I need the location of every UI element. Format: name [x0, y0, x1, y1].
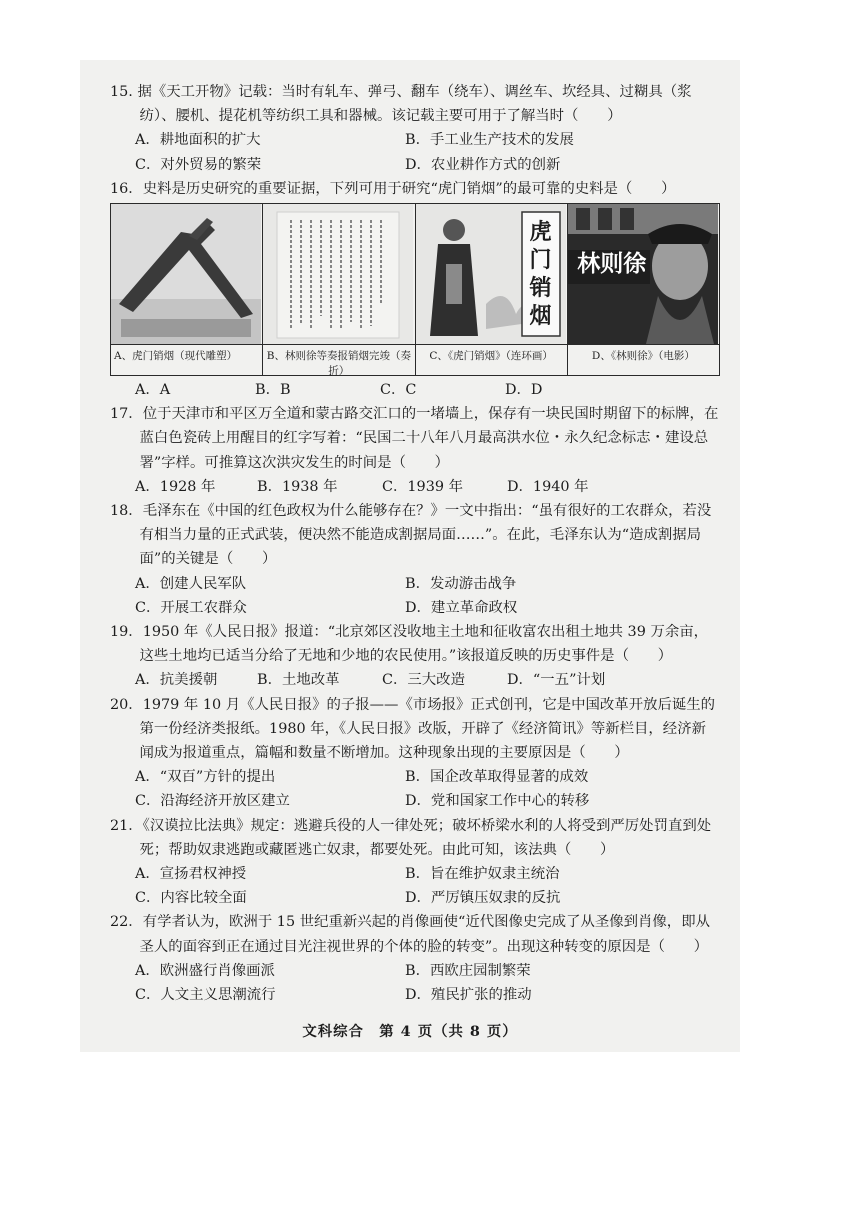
options	[110, 128, 720, 176]
option-b: B．手工业生产技术的发展	[405, 132, 574, 149]
option-b: B．西欧庄园制繁荣	[405, 962, 531, 979]
question-15	[110, 80, 720, 177]
options	[110, 668, 720, 692]
option-c: C．1939 年	[382, 478, 463, 495]
option-d: D．严厉镇压奴隶的反抗	[405, 890, 561, 907]
cell-a	[111, 204, 263, 376]
question-19	[110, 620, 720, 693]
film-title-text: 林则徐	[577, 251, 647, 278]
option-c: C．沿海经济开放区建立	[135, 793, 290, 810]
option-a: A．抗美援朝	[135, 672, 218, 689]
option-a: A．1928 年	[135, 478, 216, 495]
option-d: D．党和国家工作中心的转移	[405, 793, 590, 810]
option-a: A．宣扬君权神授	[135, 866, 247, 883]
option-c: C．C	[380, 382, 417, 399]
options	[110, 475, 720, 499]
option-a: A．耕地面积的扩大	[135, 132, 261, 149]
caption-a: A、虎门销烟（现代雕塑）	[111, 344, 262, 375]
question-21	[110, 814, 720, 911]
question-stem: 22．有学者认为，欧洲于 15 世纪重新兴起的肖像画使“近代图像史完成了从圣像到肖像，即从圣人的面容到正在通过目光注视世界的个体的脸的转变”。出现这种转变的原因是（ ）	[110, 914, 710, 955]
question-stem: 17．位于天津市和平区万全道和蒙古路交汇口的一堵墙上，保存有一块民国时期留下的标牌，在蓝白色瓷砖上用醒目的红字写着：“民国二十八年八月最高洪水位・永久纪念标志・建设总署”字样。可推算这次洪灾发生的时间是（ ）	[110, 406, 719, 471]
option-d: D．农业耕作方式的创新	[405, 156, 561, 173]
options	[110, 378, 720, 402]
option-b: B．土地改革	[257, 672, 340, 689]
question-stem: 21．《汉谟拉比法典》规定：逃避兵役的人一律处死；破坏桥梁水利的人将受到严厉处罚直到处死；帮助奴隶逃跑或藏匿逃亡奴隶，都要处死。由此可知，该法典（ ）	[110, 817, 712, 858]
option-c: C．对外贸易的繁荣	[135, 156, 262, 173]
option-b: B．国企改革取得显著的成效	[405, 769, 589, 786]
cell-c	[415, 204, 567, 376]
option-d: D．D	[505, 382, 543, 399]
option-b: B．旨在维护奴隶主统治	[405, 866, 560, 883]
question-area	[110, 80, 720, 1007]
option-a: A．“双百”方针的提出	[135, 769, 276, 786]
caption-d: D、《林则徐》（电影）	[568, 344, 719, 375]
option-c: C．开展工农群众	[135, 599, 247, 616]
exam-page	[80, 60, 740, 1052]
question-17	[110, 402, 720, 499]
option-d: D．殖民扩张的推动	[405, 987, 532, 1004]
comic-image	[416, 204, 567, 344]
sculpture-image	[111, 204, 262, 344]
options	[110, 862, 720, 910]
source-image-table	[110, 203, 720, 376]
question-stem: 18．毛泽东在《中国的红色政权为什么能够存在？》一文中指出：“虽有很好的工农群众，若没有相当力量的正式武装，便决然不能造成割据局面……”。在此，毛泽东认为“造成割据局面”的关键是（ ）	[110, 503, 712, 568]
caption-c: C、《虎门销烟》（连环画）	[416, 344, 567, 375]
option-a: A．A	[135, 382, 171, 399]
question-16	[110, 177, 720, 402]
caption-b: B、林则徐等奏报销烟完竣（奏折）	[263, 344, 414, 375]
option-b: B．发动游击战争	[405, 575, 517, 592]
question-stem: 15. 据《天工开物》记载：当时有轧车、弹弓、翻车（绕车）、调丝车、坎经具、过糊具（浆纺）、腰机、提花机等纺织工具和器械。该记载主要可用于了解当时（ ）	[110, 84, 692, 125]
memorial-document-image	[263, 204, 414, 344]
option-d: D．建立革命政权	[405, 599, 518, 616]
cell-d	[567, 204, 719, 376]
option-c: C．三大改造	[382, 672, 465, 689]
comic-title-text: 虎门销烟	[529, 219, 552, 330]
options	[110, 765, 720, 813]
page-footer: 文科综合 第 4 页（共 8 页）	[302, 1023, 518, 1040]
options	[110, 572, 720, 620]
question-20	[110, 693, 720, 814]
option-a: A．创建人民军队	[135, 575, 247, 592]
option-c: C．内容比较全面	[135, 890, 247, 907]
option-d: D．“一五”计划	[507, 672, 606, 689]
question-22	[110, 910, 720, 1007]
question-stem: 20．1979 年 10 月《人民日报》的子报——《市场报》正式创刊，它是中国改革开放后诞生的第一份经济类报纸。1980 年，《人民日报》改版，开辟了《经济简讯》等新栏目，经济新闻成为报道重点，篇幅和数量不断增加。这种现象出现的主要原因是（ ）	[110, 696, 716, 762]
cell-b	[263, 204, 415, 376]
question-stem: 16．史料是历史研究的重要证据，下列可用于研究“虎门销烟”的最可靠的史料是（ ）	[110, 180, 676, 197]
option-d: D．1940 年	[507, 478, 589, 495]
question-stem: 19．1950 年《人民日报》报道：“北京郊区没收地主土地和征收富农出租土地共 39 万余亩，这些土地均已适当分给了无地和少地的农民使用。”该报道反映的历史事件是（ ）	[110, 624, 709, 665]
film-poster-image	[568, 204, 719, 344]
option-c: C．人文主义思潮流行	[135, 987, 276, 1004]
option-b: B．1938 年	[257, 478, 338, 495]
question-18	[110, 499, 720, 620]
options	[110, 959, 720, 1007]
option-b: B．B	[255, 382, 291, 399]
option-a: A．欧洲盛行肖像画派	[135, 962, 275, 979]
